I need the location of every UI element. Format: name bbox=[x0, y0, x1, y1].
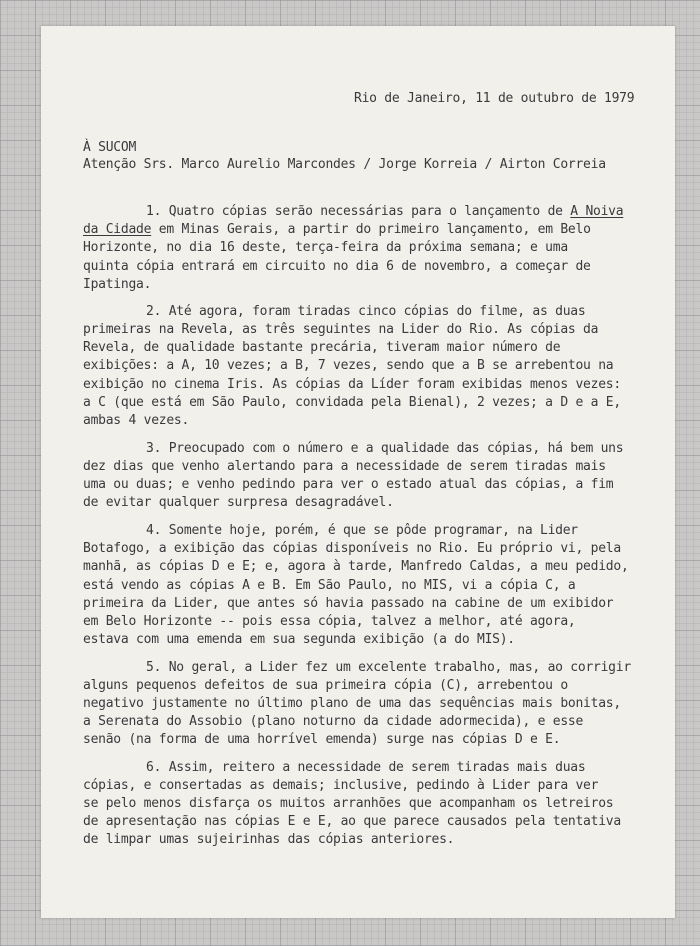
paragraph-3-line-1: 3. Preocupado com o número e a qualidade das cópias, há bem uns bbox=[146, 441, 624, 456]
paragraph-1-line-2 bbox=[83, 221, 591, 239]
paragraph-text: em Minas Gerais, a partir do primeiro lançamento, em Belo bbox=[151, 222, 591, 237]
paragraph-4-line-1: 4. Somente hoje, porém, é que se pôde programar, na Lider bbox=[146, 523, 578, 538]
paragraph-5-line-5: senão (na forma de uma horrível emenda) surge nas cópias D e E. bbox=[83, 732, 561, 747]
paragraph-4-line-4: está vendo as cópias A e B. Em São Paulo, no MIS, vi a cópia C, a bbox=[83, 578, 576, 593]
letter-page bbox=[41, 26, 675, 918]
paragraph-1-line-1 bbox=[146, 203, 623, 221]
paragraph-5-line-2: alguns pequenos defeitos de sua primeira cópia (C), arrebentou o bbox=[83, 678, 568, 693]
film-title-underlined: A Noiva bbox=[570, 204, 624, 219]
paragraph-4-line-5: primeira da Lider, que antes só havia passado na cabine de um exibidor bbox=[83, 596, 614, 611]
paragraph-2-line-5: exibição no cinema Iris. As cópias da Líder foram exibidas menos vezes: bbox=[83, 377, 621, 392]
paragraph-5-line-3: negativo justamente no último plano de uma das sequências mais bonitas, bbox=[83, 696, 621, 711]
paragraph-1-line-5: Ipatinga. bbox=[83, 277, 152, 292]
paragraph-4-line-3: manhã, as cópias D e E; e, agora à tarde, Manfredo Caldas, a meu pedido, bbox=[83, 559, 629, 574]
paragraph-5-line-1: 5. No geral, a Lider fez um excelente trabalho, mas, ao corrigir bbox=[146, 660, 631, 675]
paragraph-2-line-2: primeiras na Revela, as três seguintes na Lider do Rio. As cópias da bbox=[83, 322, 599, 337]
paragraph-6-line-2: cópias, e consertadas as demais; inclusive, pedindo à Lider para ver bbox=[83, 778, 599, 793]
paragraph-6-line-3: se pelo menos disfarça os muitos arranhões que acompanham os letreiros bbox=[83, 796, 614, 811]
paragraph-4-line-6: em Belo Horizonte -- pois essa cópia, talvez a melhor, até agora, bbox=[83, 614, 576, 629]
paragraph-1-line-4: quinta cópia entrará em circuito no dia 6 de novembro, a começar de bbox=[83, 259, 591, 274]
paragraph-2-line-3: Revela, de qualidade bastante precária, tiveram maior número de bbox=[83, 340, 561, 355]
paragraph-5-line-4: a Serenata do Assobio (plano noturno da cidade adormecida), e esse bbox=[83, 714, 584, 729]
paragraph-text: 1. Quatro cópias serão necessárias para o lançamento de bbox=[146, 204, 571, 219]
letter-body bbox=[41, 26, 675, 918]
paragraph-2-line-7: ambas 4 vezes. bbox=[83, 413, 190, 428]
paragraph-3-line-4: de evitar qualquer surpresa desagradável. bbox=[83, 495, 394, 510]
paragraph-6-line-4: de apresentação nas cópias E e E, ao que parece causados pela tentativa bbox=[83, 814, 621, 829]
attention-line: Atenção Srs. Marco Aurelio Marcondes / Jorge Korreia / Airton Correia bbox=[83, 157, 606, 172]
paragraph-2-line-1: 2. Até agora, foram tiradas cinco cópias do filme, as duas bbox=[146, 304, 586, 319]
recipient-line: À SUCOM bbox=[83, 140, 137, 155]
film-title-underlined: da Cidade bbox=[83, 222, 152, 237]
paragraph-4-line-2: Botafogo, a exibição das cópias disponíveis no Rio. Eu próprio vi, pela bbox=[83, 541, 621, 556]
paragraph-2-line-4: exibições: a A, 10 vezes; a B, 7 vezes, sendo que a B se arrebentou na bbox=[83, 358, 614, 373]
paragraph-3-line-3: uma ou duas; e venho pedindo para ver o estado atual das cópias, a fim bbox=[83, 477, 614, 492]
paragraph-1-line-3: Horizonte, no dia 16 deste, terça-feira da próxima semana; e uma bbox=[83, 240, 568, 255]
paragraph-6-line-5: de limpar umas sujeirinhas das cópias anteriores. bbox=[83, 832, 455, 847]
paragraph-4-line-7: estava com uma emenda em sua segunda exibição (a do MIS). bbox=[83, 632, 515, 647]
paragraph-2-line-6: a C (que está em São Paulo, convidada pela Bienal), 2 vezes; a D e a E, bbox=[83, 395, 621, 410]
date-line: Rio de Janeiro, 11 de outubro de 1979 bbox=[354, 91, 635, 106]
paragraph-6-line-1: 6. Assim, reitero a necessidade de serem tiradas mais duas bbox=[146, 760, 586, 775]
paragraph-3-line-2: dez dias que venho alertando para a necessidade de serem tiradas mais bbox=[83, 459, 606, 474]
